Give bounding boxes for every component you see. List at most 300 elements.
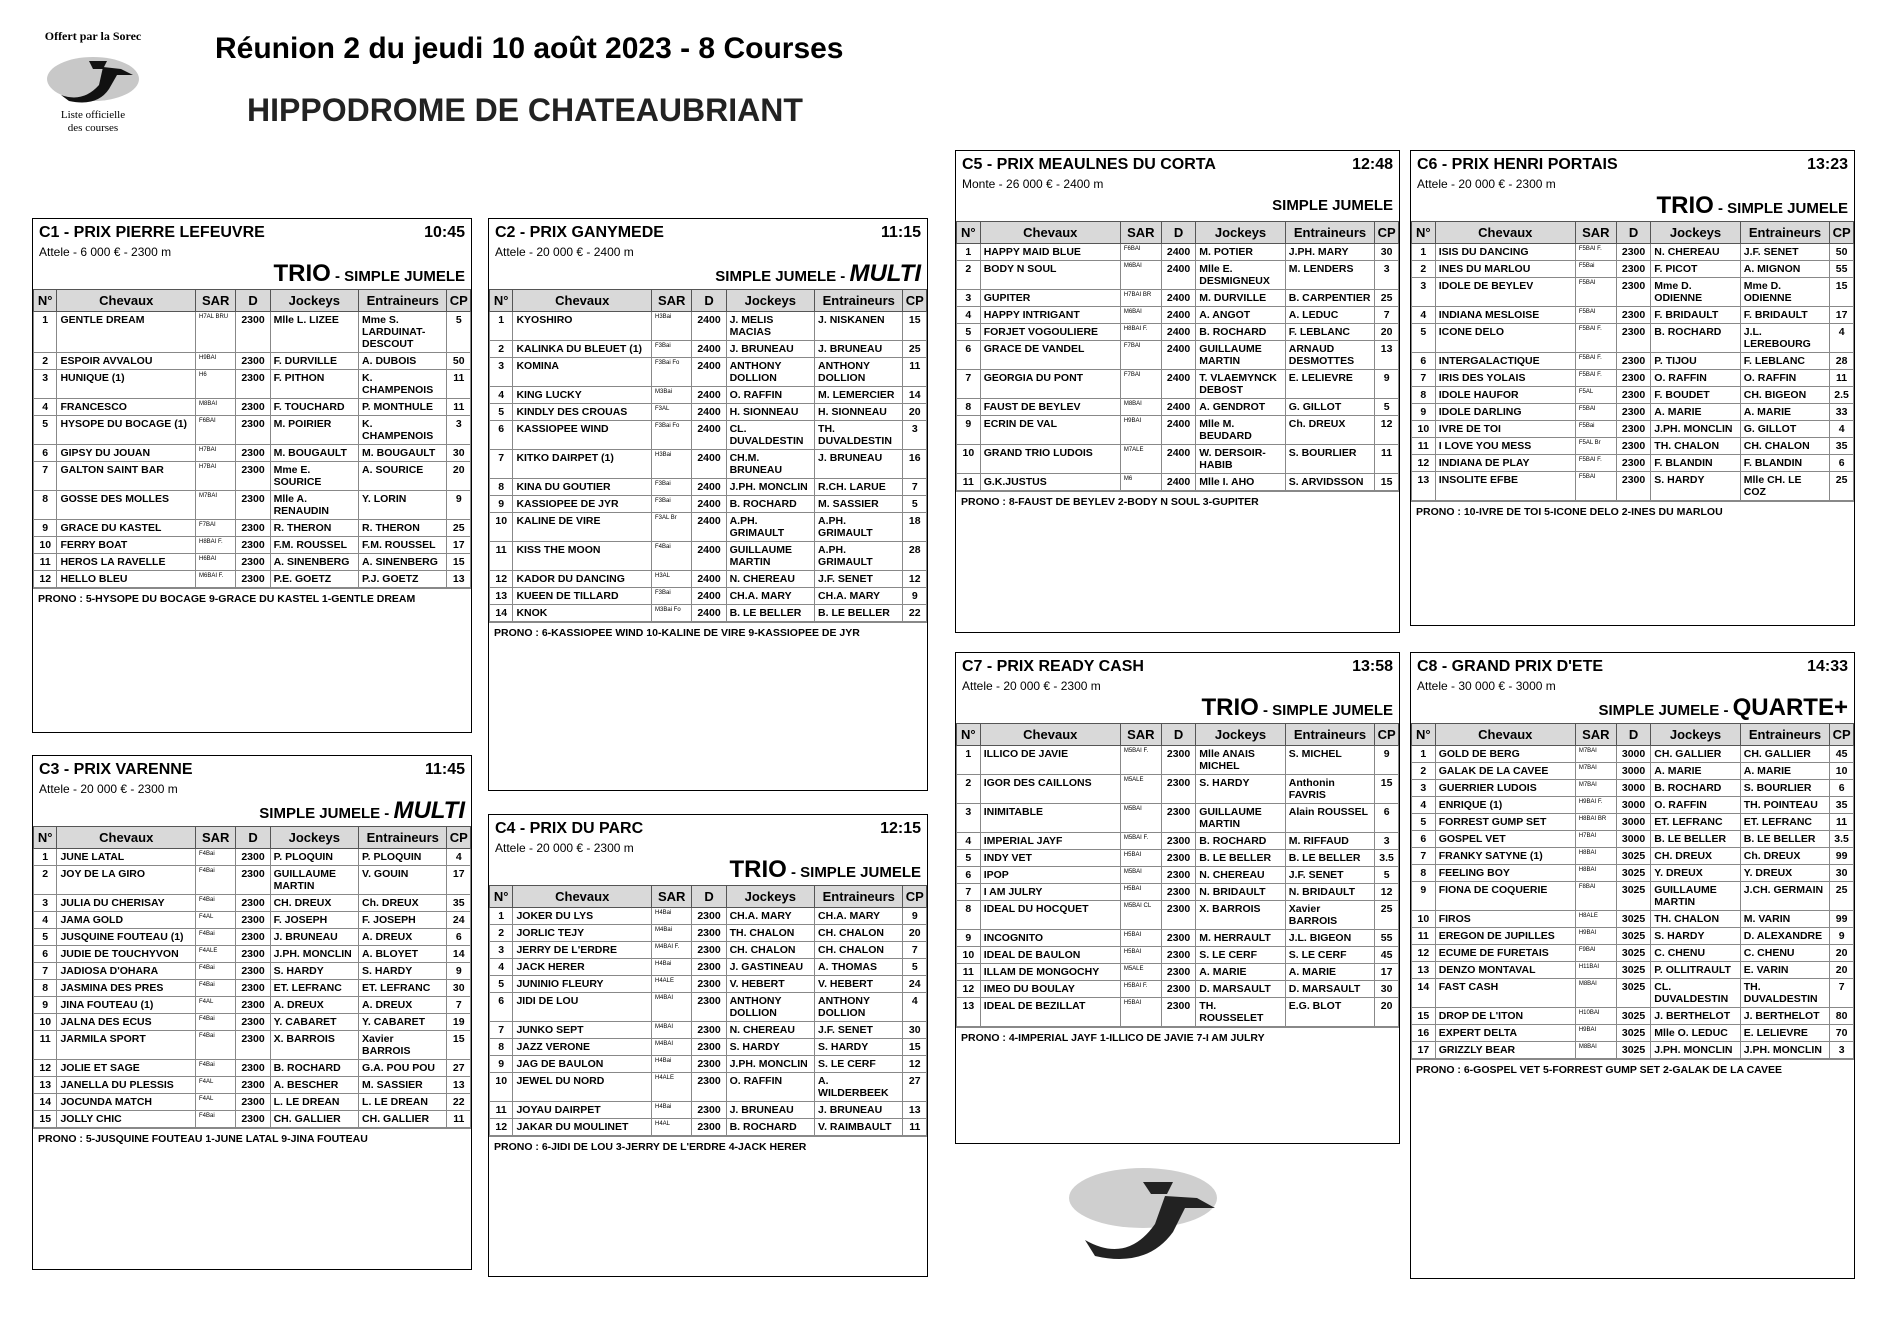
table-row <box>34 399 471 416</box>
jockey: ANTHONY DOLLION <box>726 993 814 1022</box>
trainer: S. LE CERF <box>1285 947 1374 964</box>
column-header-runner-number: N° <box>957 222 981 244</box>
column-header-distance: D <box>1616 222 1650 244</box>
trainer: Mlle CH. LE COZ <box>1740 472 1829 501</box>
horse-name: HEROS LA RAVELLE <box>57 554 196 571</box>
trainer: H. SIONNEAU <box>815 404 903 421</box>
distance: 3025 <box>1616 1008 1650 1025</box>
column-header-trainer: Entraineurs <box>1285 724 1374 746</box>
jockey: J.PH. MONCLIN <box>726 1056 814 1073</box>
runner-number: 5 <box>490 404 513 421</box>
sar: H6BAI <box>195 554 236 571</box>
table-row <box>957 261 1399 290</box>
runner-number: 3 <box>34 895 57 912</box>
sar: F5BAI F. <box>1575 455 1616 472</box>
trainer: B. LE BELLER <box>815 605 903 622</box>
cote: 10 <box>1830 763 1854 780</box>
cote: 17 <box>1830 307 1854 324</box>
jockey: ET. LEFRANC <box>1651 814 1740 831</box>
trainer: F. JOSEPH <box>359 912 447 929</box>
cote: 55 <box>1375 930 1399 947</box>
table-row <box>1412 261 1854 278</box>
runner-number: 10 <box>490 513 513 542</box>
runner-number: 13 <box>34 1077 57 1094</box>
race-title: C3 - PRIX VARENNE <box>39 761 193 778</box>
distance: 2400 <box>1161 290 1195 307</box>
column-header-cote: CP <box>1375 724 1399 746</box>
trainer: J.F. SENET <box>1740 244 1829 261</box>
cote: 4 <box>903 993 927 1022</box>
runner-number: 5 <box>957 850 981 867</box>
trainer: S. HARDY <box>815 1039 903 1056</box>
runner-number: 14 <box>1412 979 1436 1008</box>
table-row <box>1412 353 1854 370</box>
jockey: Mlle A. RENAUDIN <box>270 491 358 520</box>
horse-name: JUDIE DE TOUCHYVON <box>57 946 196 963</box>
runner-number: 6 <box>957 341 981 370</box>
horse-name: GOSPEL VET <box>1435 831 1575 848</box>
race-card <box>32 218 472 733</box>
distance: 2300 <box>236 571 270 588</box>
jockey: S. HARDY <box>1651 928 1740 945</box>
distance: 2300 <box>236 1060 270 1077</box>
jockey: B. LE BELLER <box>1651 831 1740 848</box>
cote: 7 <box>903 942 927 959</box>
sar: H4Bai <box>651 959 692 976</box>
jockey: A. DREUX <box>270 997 358 1014</box>
jockey: J. BRUNEAU <box>270 929 358 946</box>
sar: F5Bai <box>1575 421 1616 438</box>
jockey: TH. CHALON <box>1651 438 1740 455</box>
cote: 9 <box>1375 746 1399 775</box>
trainer: A.PH. GRIMAULT <box>815 513 903 542</box>
column-header-trainer: Entraineurs <box>1740 724 1829 746</box>
table-row <box>957 399 1399 416</box>
cote: 50 <box>447 353 471 370</box>
horse-name: HYSOPE DU BOCAGE (1) <box>57 416 196 445</box>
race-conditions: Attele - 20 000 € - 2300 m <box>962 679 1101 693</box>
runner-number: 14 <box>490 605 513 622</box>
table-row <box>34 462 471 491</box>
trainer: TH. DUVALDESTIN <box>815 421 903 450</box>
table-row <box>957 307 1399 324</box>
trainer: A. DREUX <box>359 929 447 946</box>
distance: 2300 <box>236 537 270 554</box>
trainer: ET. LEFRANC <box>359 980 447 997</box>
race-conditions: Attele - 20 000 € - 2300 m <box>39 782 178 796</box>
trainer: J.L. BIGEON <box>1285 930 1374 947</box>
table-row <box>1412 1008 1854 1025</box>
table-row <box>34 312 471 353</box>
runner-number: 7 <box>957 884 981 901</box>
cote: 14 <box>903 387 927 404</box>
cote: 30 <box>1375 981 1399 998</box>
runner-number: 8 <box>1412 865 1436 882</box>
cote: 17 <box>1375 964 1399 981</box>
runner-number: 2 <box>1412 261 1436 278</box>
distance: 2300 <box>1616 324 1650 353</box>
horse-name: JIDI DE LOU <box>513 993 652 1022</box>
distance: 2300 <box>692 976 726 993</box>
runner-number: 8 <box>490 479 513 496</box>
runners-table <box>489 885 927 1136</box>
cote: 20 <box>1830 945 1854 962</box>
cote: 55 <box>1830 261 1854 278</box>
runner-number: 12 <box>1412 945 1436 962</box>
distance: 2300 <box>236 1094 270 1111</box>
horse-name: IDEAL DE BAULON <box>980 947 1120 964</box>
horse-name: JULIA DU CHERISAY <box>57 895 196 912</box>
trainer: R. THERON <box>359 520 447 537</box>
distance: 2300 <box>236 462 270 491</box>
cote: 4 <box>1830 421 1854 438</box>
distance: 2300 <box>1616 421 1650 438</box>
runner-number: 9 <box>34 997 57 1014</box>
sar: F5AL Br <box>1575 438 1616 455</box>
cote: 30 <box>903 1022 927 1039</box>
sar: M5BAI CL <box>1120 901 1161 930</box>
horse-name: JASMINA DES PRES <box>57 980 196 997</box>
distance: 3000 <box>1616 763 1650 780</box>
horse-name: ENRIQUE (1) <box>1435 797 1575 814</box>
cote: 17 <box>447 866 471 895</box>
horse-name: ISIS DU DANCING <box>1435 244 1575 261</box>
jockey: P.E. GOETZ <box>270 571 358 588</box>
cote: 35 <box>1830 438 1854 455</box>
sar: F5Bai <box>1575 261 1616 278</box>
table-row <box>1412 848 1854 865</box>
sar: F7BAI <box>195 520 236 537</box>
jockey: CH.A. MARY <box>726 908 814 925</box>
sar: H7BAI BR <box>1120 290 1161 307</box>
jockey: S. HARDY <box>726 1039 814 1056</box>
cote: 20 <box>447 462 471 491</box>
table-row <box>490 404 927 421</box>
trainer: O. RAFFIN <box>1740 370 1829 387</box>
distance: 2300 <box>236 370 270 399</box>
table-row <box>490 1022 927 1039</box>
horse-name: GALAK DE LA CAVEE <box>1435 763 1575 780</box>
trainer: E. VARIN <box>1740 962 1829 979</box>
runner-number: 7 <box>490 1022 513 1039</box>
runner-number: 9 <box>490 1056 513 1073</box>
sar: M4Bai <box>651 925 692 942</box>
runner-number: 10 <box>957 445 981 474</box>
race-header <box>489 815 927 840</box>
runner-number: 1 <box>34 312 57 353</box>
column-header-jockey: Jockeys <box>1196 724 1285 746</box>
sar: F5BAI F. <box>1575 244 1616 261</box>
runner-number: 12 <box>490 1119 513 1136</box>
column-header-sar: SAR <box>651 886 692 908</box>
runner-number: 1 <box>34 849 57 866</box>
cote: 5 <box>1375 399 1399 416</box>
trainer: M. LENDERS <box>1285 261 1374 290</box>
runner-number: 12 <box>957 981 981 998</box>
distance: 2400 <box>1161 341 1195 370</box>
table-row <box>1412 979 1854 1008</box>
column-header-jockey: Jockeys <box>270 290 358 312</box>
horse-name: INIMITABLE <box>980 804 1120 833</box>
runner-number: 7 <box>1412 370 1436 387</box>
table-row <box>1412 780 1854 797</box>
bet-type: - SIMPLE JUMELE <box>1258 702 1393 719</box>
horse-name: INDY VET <box>980 850 1120 867</box>
table-row <box>957 947 1399 964</box>
trainer: Mme D. ODIENNE <box>1740 278 1829 307</box>
runner-number: 10 <box>1412 911 1436 928</box>
jockey: A. GENDROT <box>1196 399 1285 416</box>
trainer: A. SOURICE <box>359 462 447 491</box>
race-title: C6 - PRIX HENRI PORTAIS <box>1417 156 1618 173</box>
horse-name: I LOVE YOU MESS <box>1435 438 1575 455</box>
table-row <box>1412 945 1854 962</box>
runner-number: 11 <box>490 542 513 571</box>
distance: 2400 <box>692 450 726 479</box>
table-row <box>490 1039 927 1056</box>
trainer: A. MARIE <box>1740 404 1829 421</box>
jockey: A. ANGOT <box>1196 307 1285 324</box>
runner-number: 1 <box>1412 244 1436 261</box>
column-header-runner-number: N° <box>957 724 981 746</box>
trainer: S. HARDY <box>359 963 447 980</box>
trainer: A. WILDERBEEK <box>815 1073 903 1102</box>
distance: 2400 <box>692 341 726 358</box>
jockey: F. PITHON <box>270 370 358 399</box>
cote: 15 <box>447 1031 471 1060</box>
trainer: M. RIFFAUD <box>1285 833 1374 850</box>
column-header-trainer: Entraineurs <box>359 827 447 849</box>
race-header <box>1411 653 1854 678</box>
distance: 2300 <box>1161 833 1195 850</box>
sar: F5BAI F. <box>1575 370 1616 387</box>
runner-number: 3 <box>490 358 513 387</box>
runner-number: 1 <box>957 746 981 775</box>
jockey: A. MARIE <box>1651 763 1740 780</box>
distance: 2400 <box>692 358 726 387</box>
runner-number: 9 <box>490 496 513 513</box>
sar: M7BAI <box>1575 780 1616 797</box>
runner-number: 6 <box>490 993 513 1022</box>
runner-number: 4 <box>34 912 57 929</box>
jockey: M. HERRAULT <box>1196 930 1285 947</box>
sar: M6BAI <box>1120 261 1161 290</box>
sar: M4BAI <box>651 1022 692 1039</box>
sar: H9BAI F. <box>1575 797 1616 814</box>
jockey: Mme D. ODIENNE <box>1651 278 1740 307</box>
table-row <box>490 496 927 513</box>
table-header-row <box>1412 222 1854 244</box>
cote: 30 <box>1375 244 1399 261</box>
table-row <box>1412 928 1854 945</box>
horse-logo-icon <box>43 45 143 109</box>
horse-name: JUSQUINE FOUTEAU (1) <box>57 929 196 946</box>
sar: H9BAI <box>1575 1025 1616 1042</box>
runners-table <box>489 289 927 622</box>
table-row <box>490 421 927 450</box>
cote: 13 <box>903 1102 927 1119</box>
trainer: J. BRUNEAU <box>815 341 903 358</box>
sar: F3AL <box>651 404 692 421</box>
trainer: G.A. POU POU <box>359 1060 447 1077</box>
table-row <box>34 445 471 462</box>
horse-name: DROP DE L'ITON <box>1435 1008 1575 1025</box>
jockey: X. BARROIS <box>1196 901 1285 930</box>
cote: 3.5 <box>1375 850 1399 867</box>
distance: 2400 <box>1161 261 1195 290</box>
cote: 25 <box>1830 882 1854 911</box>
jockey: B. ROCHARD <box>726 496 814 513</box>
runner-number: 15 <box>34 1111 57 1128</box>
runner-number: 4 <box>957 307 981 324</box>
table-row <box>34 1077 471 1094</box>
trainer: A. MARIE <box>1285 964 1374 981</box>
table-row <box>34 997 471 1014</box>
column-header-sar: SAR <box>1120 724 1161 746</box>
column-header-trainer: Entraineurs <box>815 290 903 312</box>
runner-number: 10 <box>1412 421 1436 438</box>
jockey: CL. DUVALDESTIN <box>1651 979 1740 1008</box>
race-bets <box>33 261 471 289</box>
table-row <box>1412 370 1854 387</box>
cote: 5 <box>903 496 927 513</box>
table-row <box>490 605 927 622</box>
distance: 2400 <box>1161 324 1195 341</box>
trainer: Mme S. LARDUINAT-DESCOUT <box>359 312 447 353</box>
horse-name: EXPERT DELTA <box>1435 1025 1575 1042</box>
distance: 3025 <box>1616 1025 1650 1042</box>
cote: 11 <box>1830 814 1854 831</box>
horse-name: JORLIC TEJY <box>513 925 652 942</box>
runner-number: 6 <box>957 867 981 884</box>
table-header-row <box>957 222 1399 244</box>
horse-name: INDIANA DE PLAY <box>1435 455 1575 472</box>
table-row <box>957 341 1399 370</box>
jockey: J. BRUNEAU <box>726 341 814 358</box>
trainer: J.PH. MARY <box>1285 244 1374 261</box>
horse-name: KUEEN DE TILLARD <box>513 588 652 605</box>
runner-number: 8 <box>34 491 57 520</box>
column-header-cote: CP <box>903 290 927 312</box>
jockey: S. HARDY <box>270 963 358 980</box>
horse-name: FAUST DE BEYLEV <box>980 399 1120 416</box>
jockey: ANTHONY DOLLION <box>726 358 814 387</box>
runner-number: 11 <box>957 964 981 981</box>
distance: 2300 <box>1161 981 1195 998</box>
sar: F3Bai <box>651 496 692 513</box>
jockey: F. BOUDET <box>1651 387 1740 404</box>
runners-table <box>1411 723 1854 1059</box>
cote: 5 <box>447 312 471 353</box>
cote: 15 <box>447 554 471 571</box>
cote: 30 <box>1830 865 1854 882</box>
sar: M7BAI <box>1575 746 1616 763</box>
table-row <box>957 998 1399 1027</box>
jockey: ET. LEFRANC <box>270 980 358 997</box>
jockey: O. RAFFIN <box>726 387 814 404</box>
trainer: Alain ROUSSEL <box>1285 804 1374 833</box>
cote: 33 <box>1830 404 1854 421</box>
table-row <box>34 1111 471 1128</box>
bet-type: SIMPLE JUMELE - <box>259 805 394 822</box>
horse-name: GUERRIER LUDOIS <box>1435 780 1575 797</box>
trainer: S. LE CERF <box>815 1056 903 1073</box>
table-row <box>34 571 471 588</box>
trainer: F.M. ROUSSEL <box>359 537 447 554</box>
trainer: V. HEBERT <box>815 976 903 993</box>
runner-number: 2 <box>34 353 57 370</box>
horse-name: KISS THE MOON <box>513 542 652 571</box>
sar: M4BAI <box>651 1039 692 1056</box>
table-row <box>957 324 1399 341</box>
jockey: CH. CHALON <box>726 942 814 959</box>
horse-name: GENTLE DREAM <box>57 312 196 353</box>
trainer: A. DUBOIS <box>359 353 447 370</box>
jockey: Mlle O. LEDUC <box>1651 1025 1740 1042</box>
table-row <box>490 450 927 479</box>
horse-name: KYOSHIRO <box>513 312 652 341</box>
table-row <box>34 912 471 929</box>
runner-number: 7 <box>1412 848 1436 865</box>
jockey: B. ROCHARD <box>1196 324 1285 341</box>
horse-name: IDOLE DARLING <box>1435 404 1575 421</box>
trainer: A. SINENBERG <box>359 554 447 571</box>
trainer: E. LELIEVRE <box>1740 1025 1829 1042</box>
sar: H7BAI <box>195 445 236 462</box>
cote: 20 <box>903 404 927 421</box>
race-bets <box>489 857 927 885</box>
trainer: L. LE DREAN <box>359 1094 447 1111</box>
trainer: A. DREUX <box>359 997 447 1014</box>
prono: PRONO : 6-KASSIOPEE WIND 10-KALINE DE VIRE 9-KASSIOPEE DE JYR <box>489 622 927 643</box>
horse-name: JUNKO SEPT <box>513 1022 652 1039</box>
trainer: S. MICHEL <box>1285 746 1374 775</box>
race-conditions: Attele - 6 000 € - 2300 m <box>39 245 172 259</box>
trainer: Y. CABARET <box>359 1014 447 1031</box>
bet-type: - SIMPLE JUMELE <box>786 864 921 881</box>
jockey: A. MARIE <box>1196 964 1285 981</box>
horse-name: G.K.JUSTUS <box>980 474 1120 491</box>
horse-name: JOLLY CHIC <box>57 1111 196 1128</box>
trainer: ARNAUD DESMOTTES <box>1285 341 1374 370</box>
runner-number: 8 <box>490 1039 513 1056</box>
jockey: TH. ROUSSELET <box>1196 998 1285 1027</box>
distance: 3025 <box>1616 945 1650 962</box>
horse-name: JINA FOUTEAU (1) <box>57 997 196 1014</box>
sar: H6 <box>195 370 236 399</box>
horse-name: ILLAM DE MONGOCHY <box>980 964 1120 981</box>
column-header-jockey: Jockeys <box>270 827 358 849</box>
runner-number: 5 <box>1412 324 1436 353</box>
distance: 2400 <box>692 542 726 571</box>
sar: H7AL BRU <box>195 312 236 353</box>
jockey: B. LE BELLER <box>726 605 814 622</box>
table-row <box>1412 962 1854 979</box>
sar: F4Bai <box>195 929 236 946</box>
distance: 2400 <box>692 588 726 605</box>
column-header-distance: D <box>692 886 726 908</box>
race-bets <box>956 695 1399 723</box>
column-header-distance: D <box>1161 724 1195 746</box>
distance: 3000 <box>1616 780 1650 797</box>
table-row <box>490 312 927 341</box>
horse-name: BODY N SOUL <box>980 261 1120 290</box>
jockey: X. BARROIS <box>270 1031 358 1060</box>
distance: 2300 <box>236 895 270 912</box>
sar: F6BAI <box>195 416 236 445</box>
distance: 2300 <box>236 1014 270 1031</box>
runner-number: 10 <box>34 1014 57 1031</box>
